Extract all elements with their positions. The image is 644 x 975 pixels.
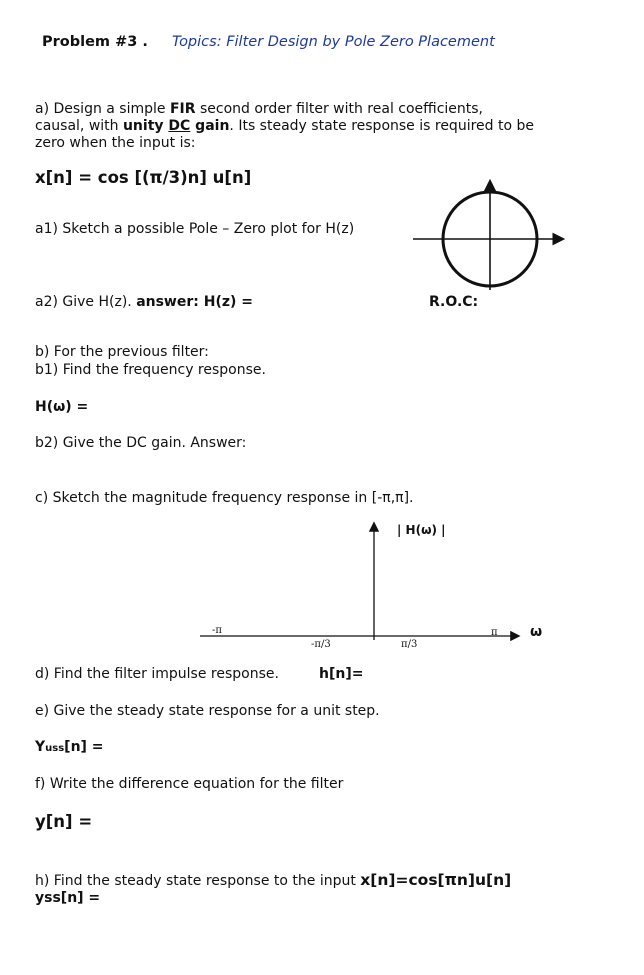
part-a-line2: causal, with unity DC gain. Its steady state response is required to be: [35, 118, 534, 134]
omega-axis-label: ω: [530, 624, 543, 640]
tick-pi-3: π/3: [401, 639, 418, 650]
part-b2: b2) Give the DC gain. Answer:: [35, 435, 247, 451]
part-e: e) Give the steady state response for a unit step.: [35, 703, 380, 719]
part-f: f) Write the difference equation for the filter: [35, 776, 344, 792]
tick-neg-pi: -π: [212, 625, 222, 636]
tick-neg-pi-3: -π/3: [311, 639, 331, 650]
part-b1: b1) Find the frequency response.: [35, 362, 266, 378]
part-a-line3: zero when the input is:: [35, 135, 196, 151]
yuss-answer: Yuss[n] =: [35, 739, 104, 755]
impulse-answer: h[n]=: [319, 666, 364, 682]
part-a-line1: a) Design a simple FIR second order filter with real coefficients,: [35, 101, 484, 117]
magnitude-axis-label: | H(ω) |: [397, 523, 446, 537]
yss-answer: yss[n] =: [35, 890, 101, 906]
h-omega-answer: H(ω) =: [35, 399, 89, 415]
topic-heading: Topics: Filter Design by Pole Zero Placement: [172, 34, 495, 50]
input-equation: x[n] = cos [(π/3)n] u[n]: [35, 168, 252, 187]
part-b-line1: b) For the previous filter:: [35, 344, 209, 360]
part-d: d) Find the filter impulse response.: [35, 666, 279, 682]
part-h: h) Find the steady state response to the input x[n]=cos[πn]u[n]: [35, 871, 512, 889]
part-a2: a2) Give H(z). answer: H(z) =: [35, 294, 254, 310]
part-c: c) Sketch the magnitude frequency response in [-π,π].: [35, 490, 414, 506]
problem-number: Problem #3 .: [42, 34, 148, 50]
part-a1: a1) Sketch a possible Pole – Zero plot for H(z): [35, 221, 355, 237]
roc-label: R.O.C:: [429, 294, 479, 310]
difference-eq-answer: y[n] =: [35, 812, 93, 831]
tick-pi: π: [491, 627, 498, 638]
